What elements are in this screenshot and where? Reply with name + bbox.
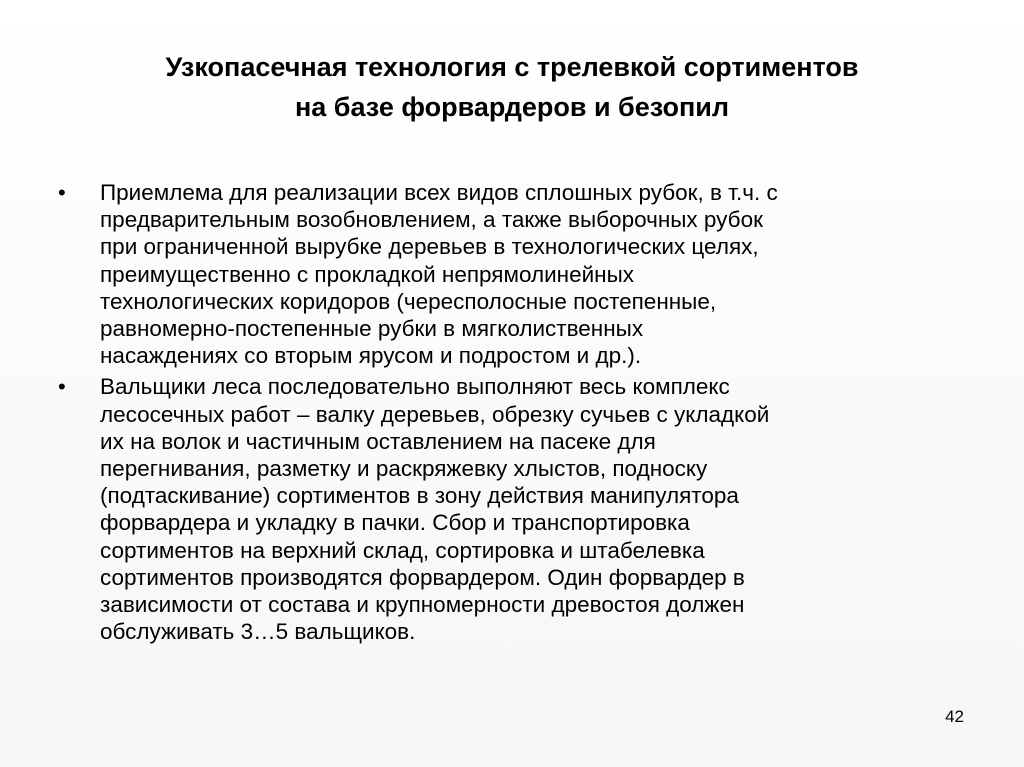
- bullet-text-line: сортиментов на верхний склад, сортировка и штабелевка: [100, 537, 705, 563]
- bullet-text-line: зависимости от состава и крупномерности древостоя должен: [100, 592, 745, 618]
- bullet-text-line: насаждениях со вторым ярусом и подростом и др.).: [100, 343, 642, 369]
- page-number: 42: [945, 707, 964, 726]
- bullet-text-line: предварительным возобновлением, а также выборочных рубок: [100, 207, 763, 233]
- bullet-text-line: Приемлема для реализации всех видов сплошных рубок, в т.ч. с: [100, 180, 778, 205]
- bullet-icon: •: [58, 374, 66, 400]
- slide-title: [40, 47, 984, 127]
- bullet-text-line: технологических коридоров (чересполосные постепенные,: [100, 288, 717, 314]
- bullet-item-applicability: [58, 179, 958, 369]
- bullet-text-line: их на волок и частичным оставлением на пасеке для: [100, 428, 656, 454]
- bullet-text-line: обслуживать 3…5 вальщиков.: [100, 619, 416, 645]
- bullet-text-line: перегнивания, разметку и раскряжевку хлыстов, подноску: [100, 456, 708, 482]
- bullet-text-line: при ограниченной вырубке деревьев в технологических целях,: [100, 234, 759, 260]
- bullet-list: [58, 179, 958, 649]
- bullet-item-work-sequence: [58, 373, 958, 645]
- bullet-text-line: преимущественно с прокладкой непрямолинейных: [100, 261, 635, 287]
- bullet-icon: •: [58, 180, 66, 205]
- bullet-text-line: форвардера и укладку в пачки. Сбор и транспортировка: [100, 510, 690, 536]
- bullet-text-line: сортиментов производятся форвардером. Один форвардер в: [100, 564, 745, 590]
- bullet-text-line: равномерно-постепенные рубки в мягколиственных: [100, 316, 644, 342]
- bullet-text-line: Вальщики леса последовательно выполняют весь комплекс: [100, 374, 730, 400]
- bullet-text-line: (подтаскивание) сортиментов в зону действия манипулятора: [100, 483, 739, 509]
- bullet-text-line: лесосечных работ – валку деревьев, обрезку сучьев с укладкой: [100, 401, 770, 427]
- slide-title-line-2: на базе форвардеров и безопил: [294, 92, 730, 122]
- slide-title-line-1: Узкопасечная технология с трелевкой сортиментов: [165, 52, 859, 82]
